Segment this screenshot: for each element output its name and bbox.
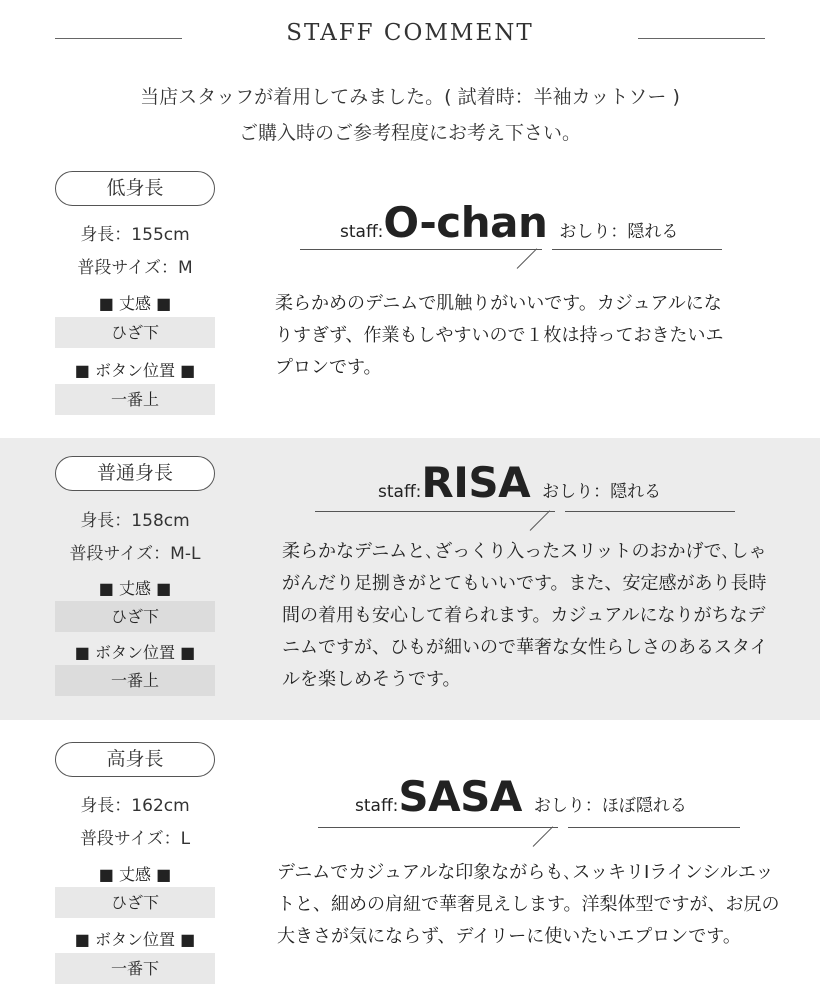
button-position-heading: ■ ボタン位置 ■	[74, 930, 196, 949]
staff-height: 身長：162cm	[80, 796, 190, 816]
staff-name: SASA	[398, 772, 522, 821]
hip-coverage: おしり：ほぼ隠れる	[533, 796, 687, 816]
underline-slash	[530, 510, 551, 531]
comment-line: がんだり足捌きがとてもいいです。また、安定感があり長時	[282, 573, 767, 594]
comment-line: りすぎず、作業もしやすいので１枚は持っておきたいエ	[275, 325, 724, 346]
comment-line: 大きさが気にならず、デイリーに使いたいエプロンです。	[277, 926, 741, 947]
intro-line-2: ご購入時のご参考程度にお考え下さい。	[238, 122, 581, 144]
staff-height: 身長：158cm	[80, 511, 190, 531]
staff-comment	[275, 288, 795, 384]
height-category-badge: 高身長	[55, 742, 215, 777]
staff-name: O-chan	[383, 198, 548, 247]
staff-label: staff:	[378, 482, 422, 502]
comment-line: トと、細めの肩紐で華奢見えします。洋梨体型ですが、お尻の	[277, 894, 780, 915]
header	[0, 0, 820, 70]
button-position-value: 一番上	[55, 384, 215, 415]
name-underline-right	[552, 249, 722, 250]
button-position-heading: ■ ボタン位置 ■	[74, 361, 196, 380]
name-underline-left	[318, 827, 558, 828]
staff-usual-size: 普段サイズ：L	[79, 829, 191, 849]
height-category-badge: 低身長	[55, 171, 215, 206]
height-category-badge: 普通身長	[55, 456, 215, 491]
comment-line: デニムでカジュアルな印象ながらも､スッキリIラインシルエッ	[277, 862, 774, 883]
staff-section-2	[0, 438, 820, 720]
fit-heading: ■ 丈感 ■	[98, 865, 172, 884]
underline-slash	[517, 248, 538, 269]
header-rule-right	[638, 38, 765, 39]
staff-comment	[277, 857, 807, 953]
fit-value: ひざ下	[55, 887, 215, 918]
button-position-value: 一番下	[55, 953, 215, 984]
staff-name: RISA	[421, 458, 531, 507]
comment-line: 柔らかなデニムと､ざっくり入ったスリットのおかげで､しゃ	[282, 541, 767, 562]
staff-name-line	[355, 772, 687, 821]
comment-line: プロンです。	[275, 357, 382, 378]
name-underline-right	[565, 511, 735, 512]
staff-label: staff:	[340, 222, 384, 242]
comment-line: 間の着用も安心して着られます。カジュアルになりがちなデ	[282, 605, 766, 626]
intro-line-1: 当店スタッフが着用してみました。( 試着時：半袖カットソー )	[140, 86, 680, 108]
comment-line: ニムですが、ひもが細いので華奢な女性らしさのあるスタイ	[282, 637, 768, 658]
comment-line: 柔らかめのデニムで肌触りがいいです。カジュアルにな	[275, 293, 722, 314]
staff-usual-size: 普段サイズ：M	[77, 258, 193, 278]
staff-name-line	[340, 198, 678, 247]
staff-label: staff:	[355, 796, 399, 816]
fit-heading: ■ 丈感 ■	[98, 294, 172, 313]
fit-heading: ■ 丈感 ■	[98, 579, 172, 598]
hip-coverage: おしり：隠れる	[559, 222, 679, 242]
comment-line: ルを楽しめそうです。	[282, 669, 461, 690]
staff-height: 身長：155cm	[80, 225, 190, 245]
button-position-heading: ■ ボタン位置 ■	[74, 643, 196, 662]
hip-coverage: おしり：隠れる	[542, 482, 662, 502]
staff-usual-size: 普段サイズ：M-L	[69, 544, 201, 564]
staff-section-1	[0, 160, 820, 438]
underline-slash	[533, 826, 554, 847]
page-title: STAFF COMMENT	[286, 20, 534, 46]
button-position-value: 一番上	[55, 665, 215, 696]
name-underline-left	[315, 511, 555, 512]
fit-value: ひざ下	[55, 601, 215, 632]
name-underline-right	[568, 827, 740, 828]
name-underline-left	[300, 249, 542, 250]
staff-name-line	[378, 458, 661, 507]
fit-value: ひざ下	[55, 317, 215, 348]
staff-comment	[282, 536, 802, 696]
staff-section-3	[0, 720, 820, 1000]
